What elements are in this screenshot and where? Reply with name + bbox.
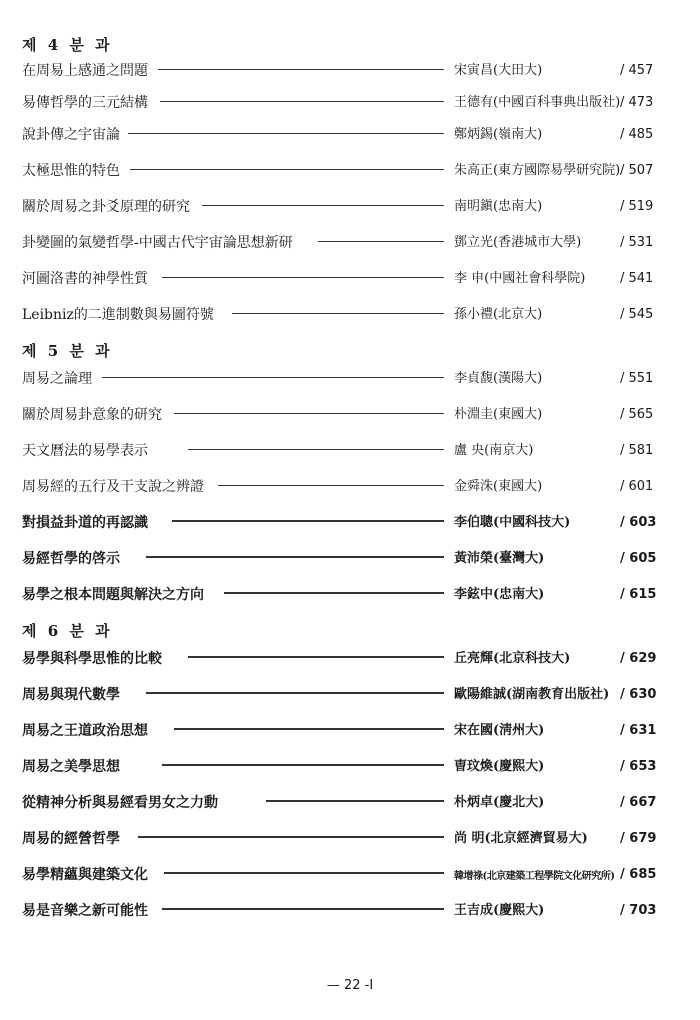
leader-line bbox=[146, 556, 444, 558]
toc-entry bbox=[22, 120, 682, 144]
entry-title: 易學之根本問題與解決之方向 bbox=[22, 584, 208, 604]
leader-line bbox=[232, 313, 444, 314]
entry-title: 對損益卦道的再認識 bbox=[22, 512, 152, 532]
leader-line bbox=[160, 101, 444, 102]
leader-line bbox=[162, 764, 444, 766]
entry-author: 歐陽維誠(湖南教育出版社) bbox=[454, 683, 609, 702]
entry-title: 太極思惟的特色 bbox=[22, 160, 124, 180]
entry-author: 金舜洙(東國大) bbox=[454, 475, 542, 494]
leader-line bbox=[130, 169, 444, 170]
leader-line bbox=[318, 241, 444, 242]
toc-entry bbox=[22, 436, 682, 460]
entry-title: 周易之論理 bbox=[22, 368, 96, 388]
toc-entry bbox=[22, 300, 682, 324]
leader-line bbox=[224, 592, 444, 594]
toc-entry bbox=[22, 88, 682, 112]
entry-page: / 541 bbox=[620, 271, 654, 286]
leader-line bbox=[162, 908, 444, 910]
leader-line bbox=[188, 656, 444, 658]
entry-title: 易是音樂之新可能性 bbox=[22, 900, 152, 920]
toc-entry bbox=[22, 192, 682, 216]
entry-author: 朴炳卓(慶北大) bbox=[454, 791, 544, 810]
entry-page: / 605 bbox=[620, 551, 657, 566]
entry-author: 李鉉中(忠南大) bbox=[454, 583, 544, 602]
entry-page: / 531 bbox=[620, 235, 654, 250]
entry-author: 李伯聰(中國科技大) bbox=[454, 511, 570, 530]
entry-page: / 565 bbox=[620, 407, 654, 422]
leader-line bbox=[174, 728, 444, 730]
entry-title: 易學精蘊與建築文化 bbox=[22, 864, 152, 884]
entry-title: 在周易上感通之問題 bbox=[22, 60, 152, 80]
leader-line bbox=[146, 692, 444, 694]
entry-page: / 629 bbox=[620, 651, 657, 666]
entry-author: 盧 央(南京大) bbox=[454, 439, 533, 458]
entry-author: 宋在國(淸州大) bbox=[454, 719, 544, 738]
entry-page: / 653 bbox=[620, 759, 657, 774]
toc-entry bbox=[22, 896, 682, 920]
entry-page: / 545 bbox=[620, 307, 654, 322]
toc-entry bbox=[22, 264, 682, 288]
entry-title: 易傳哲學的三元結構 bbox=[22, 92, 152, 112]
section-heading: 제 6 분 과 bbox=[22, 622, 113, 640]
entry-author: 李 申(中國社會科學院) bbox=[454, 267, 585, 286]
leader-line bbox=[158, 69, 444, 70]
toc-entry bbox=[22, 824, 682, 848]
page-number: — 22 -I bbox=[326, 978, 374, 993]
entry-page: / 601 bbox=[620, 479, 654, 494]
toc-entry bbox=[22, 716, 682, 740]
entry-page: / 679 bbox=[620, 831, 657, 846]
leader-line bbox=[174, 413, 444, 414]
entry-page: / 685 bbox=[620, 867, 657, 882]
entry-page: / 473 bbox=[620, 95, 654, 110]
entry-page: / 551 bbox=[620, 371, 654, 386]
entry-title: 河圖洛書的神學性質 bbox=[22, 268, 152, 288]
entry-author: 尚 明(北京經濟貿易大) bbox=[454, 827, 588, 846]
entry-title: Leibniz的二進制數與易圖符號 bbox=[22, 304, 218, 324]
entry-title: 周易的經營哲學 bbox=[22, 828, 124, 848]
entry-author: 朱高正(東方國際易學研究院) bbox=[454, 159, 620, 178]
leader-line bbox=[202, 205, 444, 206]
entry-author: 孫小禮(北京大) bbox=[454, 303, 542, 322]
leader-line bbox=[172, 520, 444, 522]
entry-title: 易學與科學思惟的比較 bbox=[22, 648, 166, 668]
entry-author: 朴淵圭(東國大) bbox=[454, 403, 542, 422]
entry-title: 周易之美學思想 bbox=[22, 756, 124, 776]
toc-entry bbox=[22, 788, 682, 812]
entry-page: / 703 bbox=[620, 903, 657, 918]
entry-author: 鄧立光(香港城市大學) bbox=[454, 231, 581, 250]
entry-author: 李貞馥(漢陽大) bbox=[454, 367, 542, 386]
entry-page: / 519 bbox=[620, 199, 654, 214]
leader-line bbox=[188, 449, 444, 450]
leader-line bbox=[102, 377, 444, 378]
entry-author: 韓增祿(北京建築工程學院文化研究所) bbox=[454, 867, 614, 882]
entry-page: / 631 bbox=[620, 723, 657, 738]
entry-page: / 667 bbox=[620, 795, 657, 810]
entry-title: 周易之王道政治思想 bbox=[22, 720, 152, 740]
toc-entry bbox=[22, 56, 682, 80]
toc-entry bbox=[22, 644, 682, 668]
section-heading: 제 5 분 과 bbox=[22, 342, 113, 360]
toc-entry bbox=[22, 156, 682, 180]
leader-line bbox=[266, 800, 444, 802]
toc-entry bbox=[22, 580, 682, 604]
entry-title: 關於周易之卦爻原理的研究 bbox=[22, 196, 194, 216]
toc-entry bbox=[22, 752, 682, 776]
leader-line bbox=[164, 872, 444, 874]
leader-line bbox=[162, 277, 444, 278]
entry-page: / 507 bbox=[620, 163, 654, 178]
toc-entry bbox=[22, 472, 682, 496]
entry-title: 關於周易卦意象的研究 bbox=[22, 404, 166, 424]
entry-title: 說卦傳之宇宙論 bbox=[22, 124, 124, 144]
entry-page: / 603 bbox=[620, 515, 657, 530]
entry-author: 鄭炳錫(嶺南大) bbox=[454, 123, 542, 142]
entry-title: 天文曆法的易學表示 bbox=[22, 440, 152, 460]
entry-page: / 630 bbox=[620, 687, 657, 702]
toc-entry bbox=[22, 860, 682, 884]
entry-title: 周易與現代數學 bbox=[22, 684, 124, 704]
leader-line bbox=[138, 836, 444, 838]
entry-author: 王吉成(慶熙大) bbox=[454, 899, 544, 918]
toc-entry bbox=[22, 680, 682, 704]
section-heading: 제 4 분 과 bbox=[22, 36, 113, 54]
entry-title: 從精神分析與易經看男女之力動 bbox=[22, 792, 222, 812]
entry-author: 黃沛榮(臺灣大) bbox=[454, 547, 544, 566]
entry-page: / 615 bbox=[620, 587, 657, 602]
leader-line bbox=[128, 133, 444, 134]
leader-line bbox=[218, 485, 444, 486]
entry-author: 丘亮輝(北京科技大) bbox=[454, 647, 570, 666]
entry-title: 周易經的五行及干支說之辨證 bbox=[22, 476, 208, 496]
entry-page: / 457 bbox=[620, 63, 654, 78]
entry-author: 王德有(中國百科事典出版社) bbox=[454, 91, 620, 110]
entry-title: 卦變圖的氣變哲學-中國古代宇宙論思想新研 bbox=[22, 232, 297, 252]
entry-author: 曺玟煥(慶熙大) bbox=[454, 755, 544, 774]
toc-entry bbox=[22, 228, 682, 252]
entry-title: 易經哲學的啓示 bbox=[22, 548, 124, 568]
toc-entry bbox=[22, 508, 682, 532]
toc-entry bbox=[22, 544, 682, 568]
entry-page: / 581 bbox=[620, 443, 654, 458]
entry-page: / 485 bbox=[620, 127, 654, 142]
toc-entry bbox=[22, 400, 682, 424]
toc-entry bbox=[22, 364, 682, 388]
entry-author: 南明鎭(忠南大) bbox=[454, 195, 542, 214]
entry-author: 宋寅昌(大田大) bbox=[454, 59, 542, 78]
